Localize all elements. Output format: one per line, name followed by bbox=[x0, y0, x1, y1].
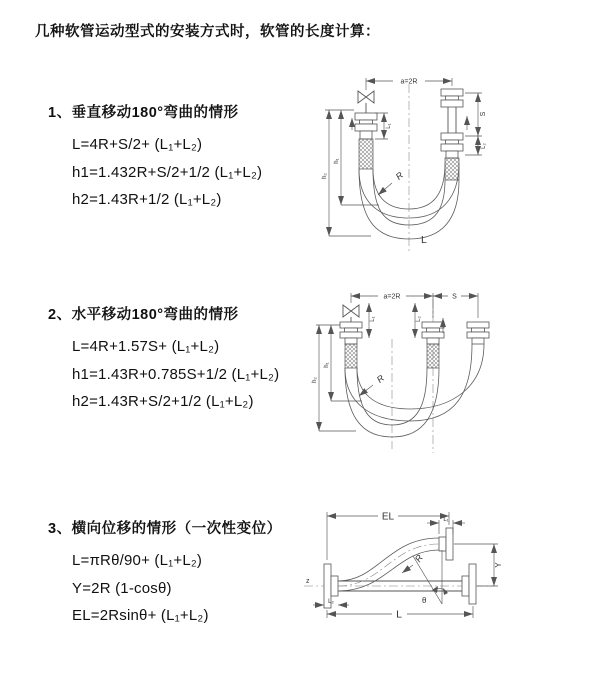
dim-label-s: S bbox=[480, 111, 487, 117]
formula-line: h2=1.43R+1/2 (L₁+L₂) bbox=[72, 191, 222, 208]
dim-label-l1: L₁ bbox=[386, 123, 392, 129]
dim-label-s: S bbox=[452, 293, 457, 301]
formula-line: h1=1.43R+0.785S+1/2 (L₁+L₂) bbox=[72, 365, 280, 383]
section-lateral-displacement bbox=[48, 517, 282, 630]
dim-label-l2: L₂ bbox=[328, 599, 334, 605]
dim-label-l2: L₂ bbox=[416, 316, 422, 322]
axis-label-z: z bbox=[306, 578, 310, 585]
dim-label-a2r: a=2R bbox=[383, 293, 401, 301]
dim-label-a2r: a=2R bbox=[400, 78, 418, 86]
dimension-lines bbox=[312, 291, 478, 431]
section-horizontal-180 bbox=[48, 303, 279, 416]
formula-line: L=πRθ/90+ (L₁+L₂) bbox=[72, 552, 203, 569]
dim-label-theta: θ bbox=[422, 596, 427, 605]
valve-icon bbox=[358, 91, 374, 113]
section-heading: 1、垂直移动180°弯曲的情形 bbox=[48, 105, 239, 121]
pipe-fittings bbox=[340, 318, 489, 368]
section-heading: 3、横向位移的情形（一次性变位） bbox=[48, 521, 282, 537]
dim-label-l1: L₁ bbox=[443, 517, 449, 523]
diagram-lateral-displacement-svg bbox=[296, 502, 600, 650]
dim-label-el: EL bbox=[381, 511, 395, 523]
formula-line: h1=1.432R+S/2+1/2 (L₁+L₂) bbox=[72, 163, 263, 181]
dim-label-l1: L₁ bbox=[370, 316, 376, 322]
dim-label-l2: L₂ bbox=[481, 143, 487, 149]
dim-label-h1: h₁ bbox=[334, 158, 340, 164]
section-heading: 2、水平移动180°弯曲的情形 bbox=[48, 307, 239, 323]
radius-label: R bbox=[374, 372, 387, 385]
formula-line: L=4R+S/2+ (L₁+L₂) bbox=[72, 136, 203, 153]
diagram-vertical-180-svg bbox=[309, 66, 591, 260]
radius-label: R bbox=[393, 169, 406, 182]
diagram-lateral-displacement bbox=[296, 502, 600, 655]
dim-label-h2: h₂ bbox=[312, 377, 318, 383]
diagram-horizontal-180-svg bbox=[306, 281, 594, 459]
radius-label: R bbox=[412, 552, 425, 564]
formula-line: EL=2Rsinθ+ (L₁+L₂) bbox=[72, 607, 209, 624]
flanges-pipes bbox=[324, 528, 476, 608]
length-label: L bbox=[421, 234, 427, 246]
length-label: L bbox=[396, 608, 402, 621]
hose-curves bbox=[338, 538, 439, 591]
valve-icon bbox=[343, 305, 359, 322]
formula-line: h2=1.43R+S/2+1/2 (L₁+L₂) bbox=[72, 393, 254, 410]
diagram-horizontal-180 bbox=[306, 281, 594, 464]
formula-line: L=4R+1.57S+ (L₁+L₂) bbox=[72, 338, 220, 355]
page-title: 几种软管运动型式的安装方式时，软管的长度计算： bbox=[35, 24, 380, 40]
dim-label-h2: h₂ bbox=[322, 173, 328, 179]
dim-label-y: Y bbox=[494, 562, 503, 568]
section-vertical-180 bbox=[48, 101, 262, 214]
left-pipe-fitting bbox=[352, 113, 377, 169]
diagram-vertical-180 bbox=[309, 66, 591, 265]
formula-line: Y=2R (1-cosθ) bbox=[72, 579, 172, 597]
dim-label-h1: h₁ bbox=[324, 362, 330, 368]
